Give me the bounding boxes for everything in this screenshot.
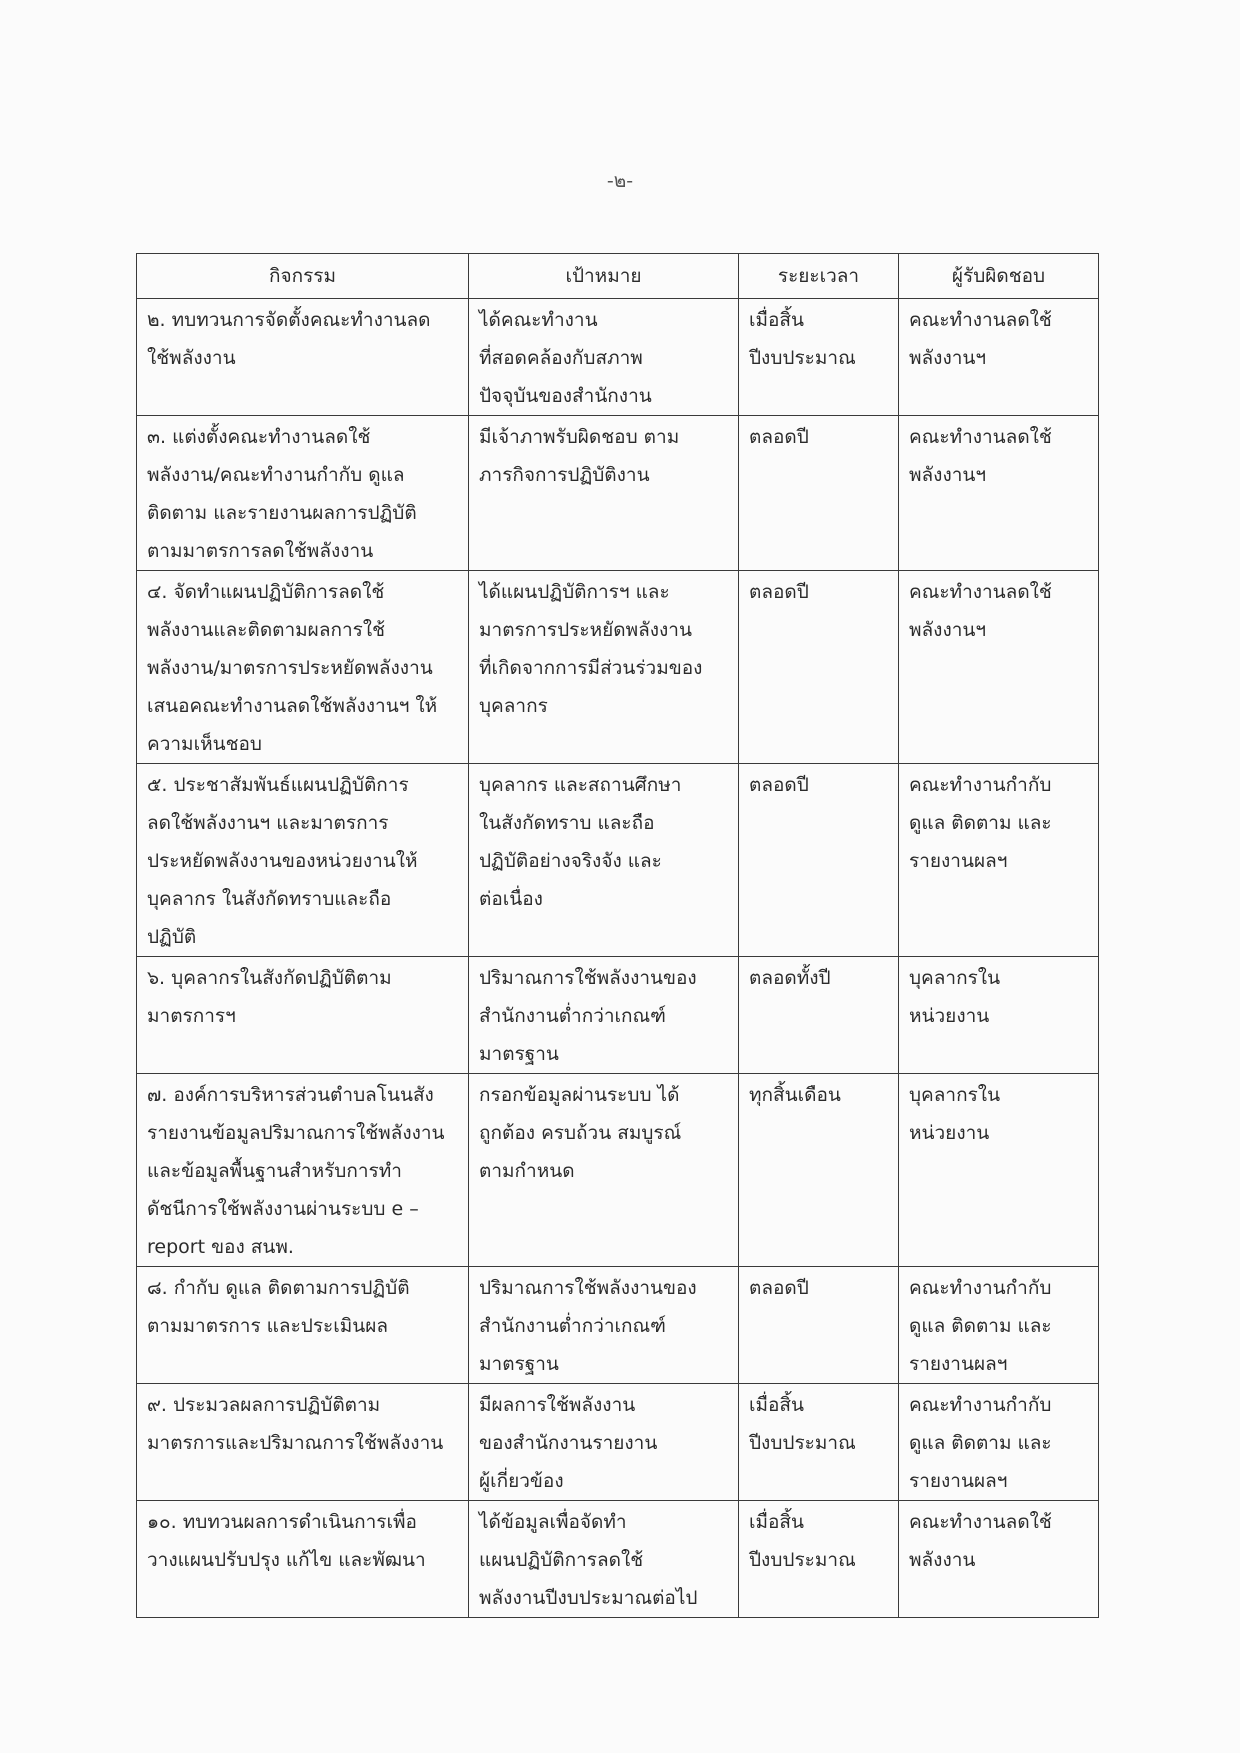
period-cell (739, 1384, 899, 1501)
table-row (137, 957, 1099, 1074)
cell-text-line: ปฏิบัติอย่างจริงจัง และ (479, 850, 662, 872)
cell-text-line: พลังงาน/คณะทำงานกำกับ ดูแล (147, 464, 405, 486)
header-responsible: ผู้รับผิดชอบ (899, 254, 1099, 299)
activity-cell (137, 571, 469, 764)
cell-text-line: ปัจจุบันของสำนักงาน (479, 385, 652, 407)
activity-table (136, 253, 1099, 1618)
cell-text-line: ติดตาม และรายงานผลการปฏิบัติ (147, 502, 417, 524)
cell-text-line: มาตรฐาน (479, 1353, 559, 1375)
cell-text-line: ปีงบประมาณ (749, 1549, 856, 1571)
table-row (137, 571, 1099, 764)
cell-text-line: ลดใช้พลังงานฯ และมาตรการ (147, 812, 389, 834)
period-cell (739, 416, 899, 571)
cell-text-line: ๑๐. ทบทวนผลการดำเนินการเพื่อ (147, 1511, 417, 1533)
cell-text-line: ตลอดปี (749, 774, 809, 796)
table-row (137, 1267, 1099, 1384)
cell-text-line: พลังงานฯ (909, 464, 987, 486)
cell-text-line: มาตรฐาน (479, 1043, 559, 1065)
activity-cell (137, 299, 469, 416)
cell-text-line: ดูแล ติดตาม และ (909, 812, 1052, 834)
goal-cell (469, 299, 739, 416)
header-activity: กิจกรรม (137, 254, 469, 299)
cell-text-line: คณะทำงานกำกับ (909, 1277, 1052, 1299)
cell-text-line: เสนอคณะทำงานลดใช้พลังงานฯ ให้ (147, 695, 438, 717)
activity-cell (137, 764, 469, 957)
cell-text-line: ตามมาตรการลดใช้พลังงาน (147, 540, 374, 562)
cell-text-line: ๔. จัดทำแผนปฏิบัติการลดใช้ (147, 581, 385, 603)
cell-text-line: สำนักงานต่ำกว่าเกณฑ์ (479, 1005, 666, 1027)
cell-text-line: มีเจ้าภาพรับผิดชอบ ตาม (479, 426, 680, 448)
activity-cell (137, 957, 469, 1074)
cell-text-line: วางแผนปรับปรุง แก้ไข และพัฒนา (147, 1549, 426, 1571)
cell-text-line: ตามกำหนด (479, 1160, 575, 1182)
cell-text-line: แผนปฏิบัติการลดใช้ (479, 1549, 644, 1571)
responsible-cell (899, 1267, 1099, 1384)
activity-cell (137, 1384, 469, 1501)
cell-text-line: ตลอดปี (749, 581, 809, 603)
cell-text-line: ตลอดปี (749, 1277, 809, 1299)
cell-text-line: มาตรการประหยัดพลังงาน (479, 619, 692, 641)
cell-text-line: พลังงานฯ (909, 619, 987, 641)
cell-text-line: report ของ สนพ. (147, 1236, 294, 1258)
cell-text-line: ๙. ประมวลผลการปฏิบัติตาม (147, 1394, 381, 1416)
cell-text-line: ปีงบประมาณ (749, 347, 856, 369)
cell-text-line: ตลอดทั้งปี (749, 967, 831, 989)
responsible-cell (899, 1074, 1099, 1267)
period-cell (739, 299, 899, 416)
cell-text-line: รายงานข้อมูลปริมาณการใช้พลังงาน (147, 1122, 445, 1144)
cell-text-line: ดูแล ติดตาม และ (909, 1315, 1052, 1337)
cell-text-line: ใช้พลังงาน (147, 347, 236, 369)
cell-text-line: รายงานผลฯ (909, 850, 1008, 872)
cell-text-line: ที่เกิดจากการมีส่วนร่วมของ (479, 657, 703, 679)
cell-text-line: คณะทำงานลดใช้ (909, 309, 1052, 331)
cell-text-line: เมื่อสิ้น (749, 309, 805, 331)
cell-text-line: ๖. บุคลากรในสังกัดปฏิบัติตาม (147, 967, 392, 989)
cell-text-line: มาตรการฯ (147, 1005, 236, 1027)
cell-text-line: ปริมาณการใช้พลังงานของ (479, 1277, 697, 1299)
cell-text-line: ๒. ทบทวนการจัดตั้งคณะทำงานลด (147, 309, 431, 331)
responsible-cell (899, 1501, 1099, 1618)
cell-text-line: มีผลการใช้พลังงาน (479, 1394, 636, 1416)
cell-text-line: ปริมาณการใช้พลังงานของ (479, 967, 697, 989)
table-row (137, 1384, 1099, 1501)
activity-cell (137, 416, 469, 571)
cell-text-line: บุคลากรใน (909, 1084, 1001, 1106)
responsible-cell (899, 416, 1099, 571)
cell-text-line: ตลอดปี (749, 426, 809, 448)
responsible-cell (899, 957, 1099, 1074)
cell-text-line: ได้ข้อมูลเพื่อจัดทำ (479, 1511, 627, 1533)
goal-cell (469, 571, 739, 764)
cell-text-line: คณะทำงานลดใช้ (909, 581, 1052, 603)
cell-text-line: คณะทำงานกำกับ (909, 1394, 1052, 1416)
cell-text-line: พลังงาน (909, 1549, 976, 1571)
cell-text-line: มาตรการและปริมาณการใช้พลังงาน (147, 1432, 444, 1454)
activity-cell (137, 1501, 469, 1618)
cell-text-line: หน่วยงาน (909, 1122, 990, 1144)
goal-cell (469, 1384, 739, 1501)
cell-text-line: ดัชนีการใช้พลังงานผ่านระบบ e – (147, 1198, 419, 1220)
cell-text-line: ๓. แต่งตั้งคณะทำงานลดใช้ (147, 426, 371, 448)
cell-text-line: บุคลากร และสถานศึกษา (479, 774, 682, 796)
goal-cell (469, 1501, 739, 1618)
table-row (137, 1074, 1099, 1267)
goal-cell (469, 416, 739, 571)
cell-text-line: ๗. องค์การบริหารส่วนตำบลโนนสัง (147, 1084, 434, 1106)
cell-text-line: บุคลากร ในสังกัดทราบและถือ (147, 888, 392, 910)
cell-text-line: ๕. ประชาสัมพันธ์แผนปฏิบัติการ (147, 774, 409, 796)
period-cell (739, 1501, 899, 1618)
cell-text-line: รายงานผลฯ (909, 1470, 1008, 1492)
cell-text-line: ในสังกัดทราบ และถือ (479, 812, 655, 834)
responsible-cell (899, 1384, 1099, 1501)
responsible-cell (899, 764, 1099, 957)
cell-text-line: ตามมาตรการ และประเมินผล (147, 1315, 389, 1337)
cell-text-line: เมื่อสิ้น (749, 1511, 805, 1533)
cell-text-line: ที่สอดคล้องกับสภาพ (479, 347, 643, 369)
goal-cell (469, 764, 739, 957)
table-row (137, 764, 1099, 957)
activity-cell (137, 1267, 469, 1384)
goal-cell (469, 1074, 739, 1267)
period-cell (739, 571, 899, 764)
cell-text-line: ๘. กำกับ ดูแล ติดตามการปฏิบัติ (147, 1277, 410, 1299)
goal-cell (469, 1267, 739, 1384)
table-row (137, 1501, 1099, 1618)
cell-text-line: ภารกิจการปฏิบัติงาน (479, 464, 650, 486)
cell-text-line: คณะทำงานลดใช้ (909, 1511, 1052, 1533)
period-cell (739, 1074, 899, 1267)
cell-text-line: พลังงานฯ (909, 347, 987, 369)
responsible-cell (899, 571, 1099, 764)
table-row (137, 299, 1099, 416)
period-cell (739, 957, 899, 1074)
cell-text-line: ของสำนักงานรายงาน (479, 1432, 658, 1454)
responsible-cell (899, 299, 1099, 416)
cell-text-line: หน่วยงาน (909, 1005, 990, 1027)
table-header-row (137, 254, 1099, 299)
page-number: -๒- (606, 170, 634, 192)
cell-text-line: พลังงานและติดตามผลการใช้ (147, 619, 386, 641)
header-goal: เป้าหมาย (469, 254, 739, 299)
cell-text-line: กรอกข้อมูลผ่านระบบ ได้ (479, 1084, 680, 1106)
cell-text-line: ปฏิบัติ (147, 926, 197, 948)
cell-text-line: ถูกต้อง ครบถ้วน สมบูรณ์ (479, 1122, 682, 1144)
cell-text-line: ประหยัดพลังงานของหน่วยงานให้ (147, 850, 418, 872)
period-cell (739, 1267, 899, 1384)
cell-text-line: ปีงบประมาณ (749, 1432, 856, 1454)
cell-text-line: คณะทำงานกำกับ (909, 774, 1052, 796)
cell-text-line: ต่อเนื่อง (479, 888, 543, 910)
table-row (137, 416, 1099, 571)
cell-text-line: ความเห็นชอบ (147, 733, 262, 755)
header-period: ระยะเวลา (739, 254, 899, 299)
cell-text-line: พลังงานปีงบประมาณต่อไป (479, 1587, 698, 1609)
cell-text-line: พลังงาน/มาตรการประหยัดพลังงาน (147, 657, 433, 679)
cell-text-line: คณะทำงานลดใช้ (909, 426, 1052, 448)
cell-text-line: รายงานผลฯ (909, 1353, 1008, 1375)
activity-cell (137, 1074, 469, 1267)
cell-text-line: เมื่อสิ้น (749, 1394, 805, 1416)
cell-text-line: และข้อมูลพื้นฐานสำหรับการทำ (147, 1160, 402, 1182)
cell-text-line: ได้คณะทำงาน (479, 309, 598, 331)
cell-text-line: ทุกสิ้นเดือน (749, 1084, 841, 1106)
cell-text-line: สำนักงานต่ำกว่าเกณฑ์ (479, 1315, 666, 1337)
period-cell (739, 764, 899, 957)
goal-cell (469, 957, 739, 1074)
cell-text-line: ดูแล ติดตาม และ (909, 1432, 1052, 1454)
cell-text-line: ได้แผนปฏิบัติการฯ และ (479, 581, 670, 603)
cell-text-line: ผู้เกี่ยวข้อง (479, 1470, 564, 1492)
cell-text-line: บุคลากร (479, 695, 548, 717)
cell-text-line: บุคลากรใน (909, 967, 1001, 989)
